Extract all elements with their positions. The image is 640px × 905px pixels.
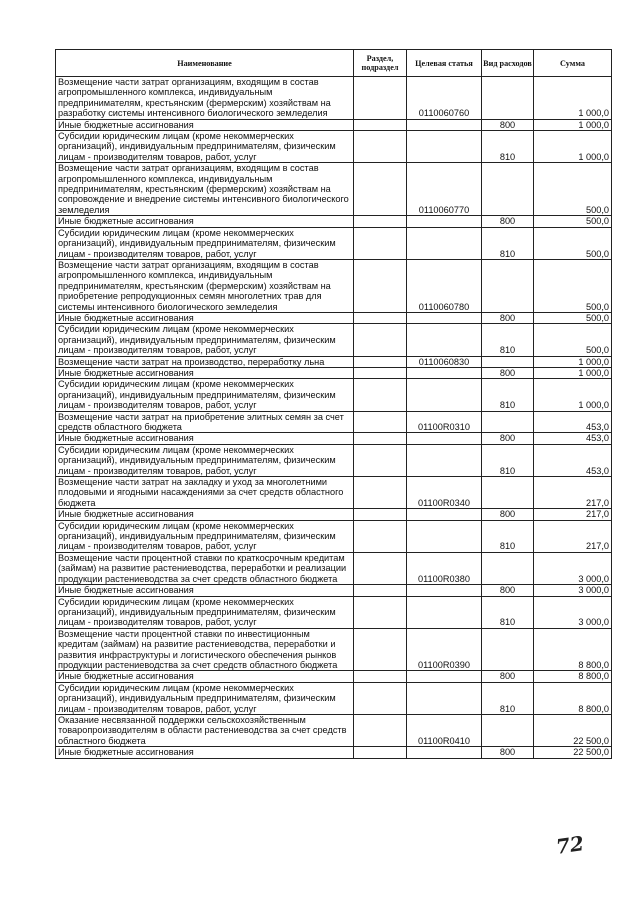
cell-name: Иные бюджетные ассигнования: [56, 671, 354, 682]
cell-sum: 3 000,0: [534, 552, 612, 584]
table-row: [56, 509, 612, 520]
table-row: [56, 216, 612, 227]
table-row: [56, 747, 612, 758]
cell-name: Субсидии юридическим лицам (кроме некоммерческих организаций), индивидуальным предпринимателям, физическим лицам - производителям товаров, работ, услуг: [56, 596, 354, 628]
cell-section: [354, 682, 407, 714]
table-row: [56, 227, 612, 259]
cell-target: [407, 596, 482, 628]
cell-target: [407, 119, 482, 130]
cell-sum: 3 000,0: [534, 596, 612, 628]
cell-target: 01100R0390: [407, 628, 482, 671]
cell-kind: [482, 411, 534, 433]
cell-name: Возмещение части затрат на приобретение элитных семян за счет средств областного бюджета: [56, 411, 354, 433]
cell-section: [354, 714, 407, 746]
cell-target: [407, 671, 482, 682]
cell-name: Субсидии юридическим лицам (кроме некоммерческих организаций), индивидуальным предпринимателям, физическим лицам - производителям товаров, работ, услуг: [56, 227, 354, 259]
cell-sum: 3 000,0: [534, 585, 612, 596]
cell-target: 01100R0310: [407, 411, 482, 433]
cell-section: [354, 216, 407, 227]
cell-kind: 810: [482, 444, 534, 476]
cell-kind: [482, 356, 534, 367]
cell-name: Субсидии юридическим лицам (кроме некоммерческих организаций), индивидуальным предпринимателям, физическим лицам - производителям товаров, работ, услуг: [56, 682, 354, 714]
table-row: [56, 596, 612, 628]
cell-section: [354, 433, 407, 444]
cell-sum: 1 000,0: [534, 367, 612, 378]
table-row: [56, 411, 612, 433]
cell-section: [354, 312, 407, 323]
cell-kind: [482, 259, 534, 312]
cell-section: [354, 747, 407, 758]
cell-kind: 810: [482, 324, 534, 356]
cell-name: Иные бюджетные ассигнования: [56, 216, 354, 227]
cell-kind: [482, 714, 534, 746]
cell-target: [407, 433, 482, 444]
cell-name: Иные бюджетные ассигнования: [56, 119, 354, 130]
table-row: [56, 324, 612, 356]
table-row: [56, 433, 612, 444]
cell-sum: 500,0: [534, 324, 612, 356]
cell-kind: 800: [482, 433, 534, 444]
cell-name: Субсидии юридическим лицам (кроме некоммерческих организаций), индивидуальным предпринимателям, физическим лицам - производителям товаров, работ, услуг: [56, 324, 354, 356]
cell-kind: 800: [482, 367, 534, 378]
cell-sum: 22 500,0: [534, 747, 612, 758]
header-row: [56, 50, 612, 77]
cell-sum: 8 800,0: [534, 682, 612, 714]
cell-sum: 8 800,0: [534, 671, 612, 682]
cell-kind: 810: [482, 131, 534, 163]
table-body: [56, 77, 612, 759]
cell-section: [354, 671, 407, 682]
cell-kind: 800: [482, 509, 534, 520]
cell-target: 0110060760: [407, 77, 482, 120]
cell-kind: 800: [482, 216, 534, 227]
cell-target: [407, 131, 482, 163]
table-row: [56, 671, 612, 682]
cell-section: [354, 509, 407, 520]
cell-kind: 810: [482, 379, 534, 411]
cell-sum: 217,0: [534, 509, 612, 520]
cell-name: Возмещение части затрат организациям, входящим в состав агропромышленного комплекса, индивидуальным предпринимателям, крестьянским (фермерским) хозяйствам на приобретение репродукционных семян многолетних трав для системы интенсивного биологического земледелия: [56, 259, 354, 312]
cell-kind: 810: [482, 227, 534, 259]
cell-kind: 800: [482, 671, 534, 682]
table-row: [56, 367, 612, 378]
cell-section: [354, 163, 407, 216]
table-row: [56, 714, 612, 746]
cell-section: [354, 119, 407, 130]
cell-sum: 500,0: [534, 312, 612, 323]
cell-sum: 8 800,0: [534, 628, 612, 671]
cell-kind: [482, 477, 534, 509]
cell-sum: 453,0: [534, 411, 612, 433]
header-name: Наименование: [56, 50, 354, 77]
cell-sum: 500,0: [534, 259, 612, 312]
cell-target: [407, 379, 482, 411]
cell-kind: 800: [482, 747, 534, 758]
table-row: [56, 119, 612, 130]
table-row: [56, 628, 612, 671]
cell-section: [354, 411, 407, 433]
cell-name: Субсидии юридическим лицам (кроме некоммерческих организаций), индивидуальным предпринимателям, физическим лицам - производителям товаров, работ, услуг: [56, 131, 354, 163]
cell-target: [407, 747, 482, 758]
cell-kind: 810: [482, 682, 534, 714]
cell-kind: [482, 77, 534, 120]
cell-sum: 1 000,0: [534, 356, 612, 367]
table-row: [56, 131, 612, 163]
cell-name: Иные бюджетные ассигнования: [56, 585, 354, 596]
cell-kind: 810: [482, 520, 534, 552]
cell-section: [354, 628, 407, 671]
cell-sum: 217,0: [534, 520, 612, 552]
table-row: [56, 520, 612, 552]
cell-name: Иные бюджетные ассигнования: [56, 367, 354, 378]
table-row: [56, 77, 612, 120]
budget-sheet: [55, 49, 611, 759]
table-row: [56, 312, 612, 323]
cell-target: 01100R0340: [407, 477, 482, 509]
cell-target: [407, 367, 482, 378]
cell-name: Оказание несвязанной поддержки сельскохозяйственным товаропроизводителям в области растениеводства за счет средств областного бюджета: [56, 714, 354, 746]
cell-name: Иные бюджетные ассигнования: [56, 433, 354, 444]
cell-section: [354, 520, 407, 552]
header-kind: Вид расходов: [482, 50, 534, 77]
cell-target: 0110060830: [407, 356, 482, 367]
cell-section: [354, 585, 407, 596]
cell-target: [407, 585, 482, 596]
cell-section: [354, 259, 407, 312]
cell-target: [407, 324, 482, 356]
cell-sum: 500,0: [534, 163, 612, 216]
cell-sum: 453,0: [534, 444, 612, 476]
cell-section: [354, 477, 407, 509]
cell-section: [354, 324, 407, 356]
cell-target: [407, 444, 482, 476]
cell-sum: 500,0: [534, 227, 612, 259]
cell-target: 0110060770: [407, 163, 482, 216]
cell-sum: 1 000,0: [534, 131, 612, 163]
table-row: [56, 379, 612, 411]
cell-kind: [482, 552, 534, 584]
cell-name: Иные бюджетные ассигнования: [56, 312, 354, 323]
cell-name: Возмещение части затрат организациям, входящим в состав агропромышленного комплекса, индивидуальным предпринимателям, крестьянским (фермерским) хозяйствам на разработку системы интенсивного биологического земледелия: [56, 77, 354, 120]
cell-name: Возмещение части процентной ставки по инвестиционным кредитам (займам) на развитие растениеводства, переработки и развития инфраструктуры и логистического обеспечения рынков продукции растениеводства за счет средств областного бюджета: [56, 628, 354, 671]
cell-section: [354, 444, 407, 476]
header-sum: Сумма: [534, 50, 612, 77]
table-row: [56, 444, 612, 476]
header-section: Раздел, подраздел: [354, 50, 407, 77]
cell-section: [354, 367, 407, 378]
cell-target: [407, 312, 482, 323]
cell-sum: 217,0: [534, 477, 612, 509]
cell-sum: 1 000,0: [534, 119, 612, 130]
cell-kind: 800: [482, 119, 534, 130]
table-row: [56, 552, 612, 584]
cell-name: Субсидии юридическим лицам (кроме некоммерческих организаций), индивидуальным предпринимателям, физическим лицам - производителям товаров, работ, услуг: [56, 379, 354, 411]
cell-kind: [482, 163, 534, 216]
cell-section: [354, 77, 407, 120]
cell-target: [407, 682, 482, 714]
table-row: [56, 477, 612, 509]
cell-section: [354, 131, 407, 163]
cell-name: Иные бюджетные ассигнования: [56, 509, 354, 520]
cell-name: Иные бюджетные ассигнования: [56, 747, 354, 758]
cell-sum: 1 000,0: [534, 379, 612, 411]
header-target: Целевая статья: [407, 50, 482, 77]
table-row: [56, 356, 612, 367]
cell-name: Возмещение части затрат организациям, входящим в состав агропромышленного комплекса, индивидуальным предпринимателям, крестьянским (фермерским) хозяйствам на сопровождение и внедрение системы интенсивного биологического земледелия: [56, 163, 354, 216]
cell-section: [354, 227, 407, 259]
cell-name: Субсидии юридическим лицам (кроме некоммерческих организаций), индивидуальным предпринимателям, физическим лицам - производителям товаров, работ, услуг: [56, 444, 354, 476]
cell-sum: 453,0: [534, 433, 612, 444]
cell-name: Возмещение части затрат на производство, переработку льна: [56, 356, 354, 367]
table-row: [56, 585, 612, 596]
cell-sum: 22 500,0: [534, 714, 612, 746]
cell-name: Возмещение части затрат на закладку и уход за многолетними плодовыми и ягодными насаждениями за счет средств областного бюджета: [56, 477, 354, 509]
cell-section: [354, 596, 407, 628]
table-row: [56, 259, 612, 312]
cell-target: 0110060780: [407, 259, 482, 312]
cell-target: [407, 509, 482, 520]
cell-name: Возмещение части процентной ставки по краткосрочным кредитам (займам) на развитие растениеводства, переработки и реализации продукции растениеводства за счет средств областного бюджета: [56, 552, 354, 584]
cell-target: 01100R0380: [407, 552, 482, 584]
table-row: [56, 682, 612, 714]
table-row: [56, 163, 612, 216]
page-number: 72: [554, 831, 586, 859]
cell-name: Субсидии юридическим лицам (кроме некоммерческих организаций), индивидуальным предпринимателям, физическим лицам - производителям товаров, работ, услуг: [56, 520, 354, 552]
cell-kind: [482, 628, 534, 671]
cell-kind: 810: [482, 596, 534, 628]
cell-kind: 800: [482, 312, 534, 323]
budget-table: [55, 49, 612, 759]
cell-section: [354, 379, 407, 411]
cell-section: [354, 356, 407, 367]
cell-sum: 500,0: [534, 216, 612, 227]
cell-section: [354, 552, 407, 584]
cell-target: 01100R0410: [407, 714, 482, 746]
cell-sum: 1 000,0: [534, 77, 612, 120]
cell-target: [407, 520, 482, 552]
cell-target: [407, 227, 482, 259]
cell-kind: 800: [482, 585, 534, 596]
cell-target: [407, 216, 482, 227]
